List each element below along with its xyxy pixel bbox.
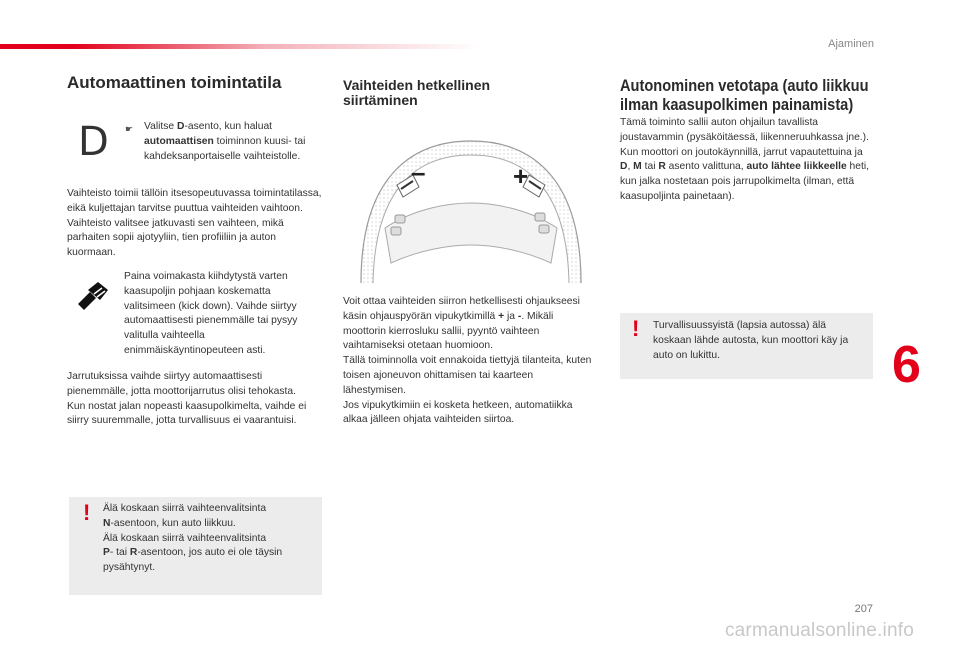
pedal-icon <box>72 278 112 312</box>
paragraph-adaptive: Vaihteisto toimii tällöin itsesopeutuvassa toimintatilassa, eikä kuljettajan tarvitse puuttua vaihteiden vaihtoon. Vaihteisto valitsee jatkuvasti sen vaihteen, mikä parhaiten sopii ajotyyliin, tien profiiliin ja auton kuormaan. <box>67 188 322 259</box>
chapter-name: Ajaminen <box>828 38 874 50</box>
paragraph-braking: Jarrutuksissa vaihde siirtyy automaattisesti pienemmälle, jotta moottorijarrutus olisi tehokasta. Kun nostat jalan nopeasti kaasupolkimelta, vaihde ei siirry suuremmalle, jotta turvallisuus ei vaarantuisi. <box>67 371 307 427</box>
manual-body-text: Voit ottaa vaihteiden siirron hetkellisesti ohjaukseesi käsin ohjauspyörän vipukytkimillä + ja -. Mikäli moottorin kierrosluku sallii, pyyntö vaihteen vaihtamiseksi otetaan huomioon. Tällä toiminnolla voit ennakoida tiettyjä tilanteita, kuten toisen ajoneuvon ohittamisen tai kaarteen lähestymisen. Jos vipukytkimiin ei kosketa hetkeen, automatiikka alkaa jälleen ohjata vaihteiden siirtoa. <box>343 296 592 426</box>
section-title-manual: Vaihteiden hetkellinen siirtäminen <box>343 77 491 108</box>
plus-paddle-label: + <box>513 161 529 191</box>
steering-wheel-illustration <box>355 133 587 283</box>
arrow-icon: ☛ <box>125 124 134 134</box>
section-title-creep: Autonominen vetotapa (auto liikkuu ilman kaasupolkimen painamista) <box>620 76 869 114</box>
warning-icon: ! <box>632 316 640 341</box>
section-title-automatic: Automaattinen toimintatila <box>67 73 282 92</box>
gear-d-symbol: D <box>78 119 109 165</box>
chapter-number-badge: 6 <box>892 336 921 394</box>
kickdown-text: Paina voimakasta kiihdytystä varten kaasupoljin pohjaan koskematta valitsimeen (kick down). Vaihde siirtyy automaattisesti pienemmälle tai pysyy valitulla vaihteella enimmäiskäyntinopeuteen asti. <box>124 271 298 356</box>
page-number: 207 <box>854 603 873 615</box>
minus-paddle-label: – <box>411 157 426 187</box>
warning-text-left: Älä koskaan siirrä vaihteenvalitsinta N-asentoon, kun auto liikkuu. Älä koskaan siirrä vaihteenvalitsinta P- tai R-asentoon, jos auto ei ole täysin pysähtynyt. <box>103 503 283 574</box>
warning-icon: ! <box>83 500 91 525</box>
instruction-step: Valitse D-asento, kun haluat automaattisen toiminnon kuusi- tai kahdeksanportaiselle vaihteistolle. <box>144 121 306 162</box>
creep-body-text: Tämä toiminto sallii auton ohjailun tavallista joustavammin (pysäköitäessä, liikenneruuhkassa jne.). Kun moottori on joutokäynnillä, jarrut vapautettuina ja D, M tai R asento valittuna, auto lähtee liikkeelle heti, kun jalka nostetaan pois jarrupolkimelta (ilman, että kaasupoljinta painetaan). <box>620 117 869 202</box>
header-accent-bar <box>0 44 480 49</box>
watermark: carmanualsonline.info <box>724 620 914 641</box>
warning-text-right: Turvallisuussyistä (lapsia autossa) älä koskaan lähde autosta, kun moottori käy ja auto on lukittu. <box>653 320 849 361</box>
